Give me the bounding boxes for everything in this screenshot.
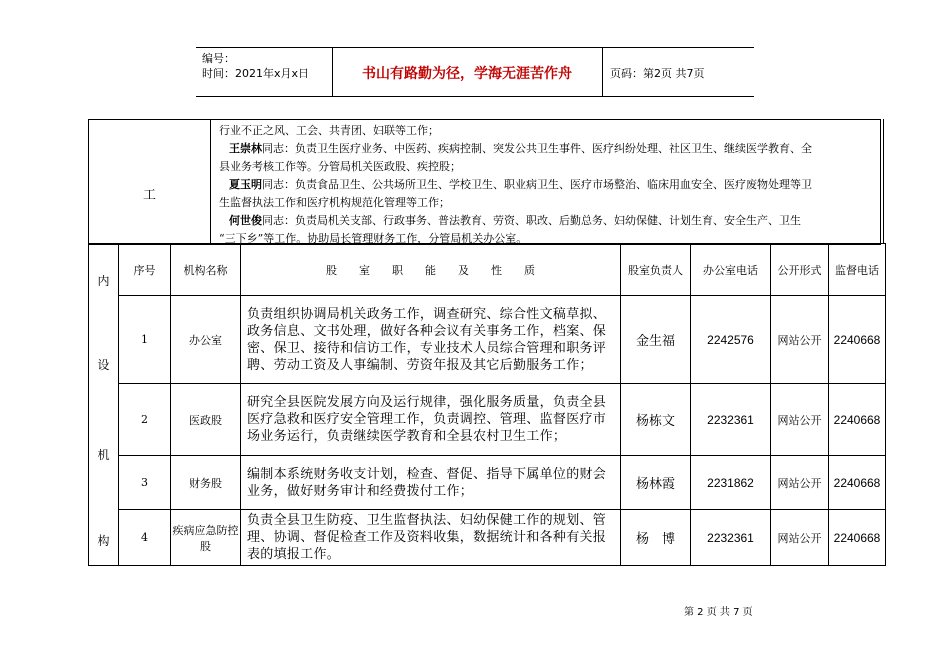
header-org: 机构名称 <box>171 244 241 296</box>
row-seq: 3 <box>119 456 171 510</box>
row-seq: 2 <box>119 384 171 456</box>
table-row <box>89 384 886 456</box>
side-char: 内 <box>97 274 110 288</box>
number-label: 编号： <box>202 52 235 65</box>
section-divider <box>210 120 211 244</box>
row-phone: 2232361 <box>691 510 771 566</box>
person-name: 夏玉明 <box>229 178 262 191</box>
page-info: 页码：第2页 共7页 <box>610 67 705 80</box>
division-line: 行业不正之风、工会、共青团、妇联等工作； <box>219 124 439 137</box>
row-org: 财务股 <box>171 456 241 510</box>
page-footer: 第 2 页 共 7 页 <box>684 607 753 618</box>
division-line: 夏玉明同志：负责食品卫生、公共场所卫生、学校卫生、职业病卫生、医疗市场整治、临床用血安全、医疗废物处理等卫 <box>229 178 812 191</box>
row-head: 杨 博 <box>621 510 691 566</box>
header-meta <box>202 51 309 81</box>
row-org: 疾病应急防控股 <box>171 510 241 566</box>
internal-org-table <box>88 243 886 566</box>
work-division-text <box>219 122 875 248</box>
row-seq: 1 <box>119 296 171 384</box>
section-side-label: 工 <box>142 188 156 203</box>
motto: 书山有路勤为径，学海无涯苦作舟 <box>362 66 572 82</box>
table-row <box>89 456 886 510</box>
row-org: 医政股 <box>171 384 241 456</box>
row-head: 杨栋文 <box>621 384 691 456</box>
table-header-row <box>89 244 886 296</box>
header-phone: 办公室电话 <box>691 244 771 296</box>
row-public: 网站公开 <box>771 510 829 566</box>
work-division-section <box>88 119 881 245</box>
row-public: 网站公开 <box>771 456 829 510</box>
row-head: 杨林霞 <box>621 456 691 510</box>
row-duty: 负责全县卫生防疫、卫生监督执法、妇幼保健工作的规划、管理、协调、督促检查工作及资料收集，数据统计和各种有关报表的填报工作。 <box>241 510 621 566</box>
table-right-border <box>883 119 884 243</box>
row-phone: 2242576 <box>691 296 771 384</box>
header-head: 股室负责人 <box>621 244 691 296</box>
row-super: 2240668 <box>829 510 886 566</box>
division-line: “三下乡”等工作。协助局长管理财务工作，分管局机关办公室。 <box>219 232 528 245</box>
table-row <box>89 296 886 384</box>
header-seq: 序号 <box>119 244 171 296</box>
row-public: 网站公开 <box>771 296 829 384</box>
row-head: 金生福 <box>621 296 691 384</box>
side-label-cell <box>89 244 119 566</box>
person-name: 王崇林 <box>229 142 262 155</box>
person-name: 何世俊 <box>229 214 262 227</box>
side-char: 设 <box>97 358 110 372</box>
row-super: 2240668 <box>829 384 886 456</box>
header-public: 公开形式 <box>771 244 829 296</box>
division-line: 何世俊同志：负责局机关支部、行政事务、普法教育、劳资、职改、后勤总务、妇幼保健、计划生育、安全生产、卫生 <box>229 214 801 227</box>
row-super: 2240668 <box>829 456 886 510</box>
side-char: 机 <box>97 448 110 462</box>
row-phone: 2231862 <box>691 456 771 510</box>
table-row <box>89 510 886 566</box>
row-org: 办公室 <box>171 296 241 384</box>
row-seq: 4 <box>119 510 171 566</box>
page-header <box>196 47 754 97</box>
row-super: 2240668 <box>829 296 886 384</box>
row-duty: 编制本系统财务收支计划，检查、督促、指导下属单位的财会业务，做好财务审计和经费拨付工作； <box>241 456 621 510</box>
time-label: 时间：2021年x月x日 <box>202 67 310 80</box>
division-line: 生监督执法工作和医疗机构规范化管理等工作； <box>219 196 450 209</box>
row-duty: 研究全县医院发展方向及运行规律，强化服务质量，负责全县医疗急救和医疗安全管理工作，负责调控、管理、监督医疗市场业务运行，负责继续医学教育和全县农村卫生工作； <box>241 384 621 456</box>
row-public: 网站公开 <box>771 384 829 456</box>
division-line: 王崇林同志：负责卫生医疗业务、中医药、疾病控制、突发公共卫生事件、医疗纠纷处理、社区卫生、继续医学教育、全 <box>229 142 812 155</box>
side-char: 构 <box>97 534 110 548</box>
header-duty: 股 室 职 能 及 性 质 <box>241 244 621 296</box>
division-line: 县业务考核工作等。分管局机关医政股、疾控股； <box>219 160 461 173</box>
row-phone: 2232361 <box>691 384 771 456</box>
header-divider-right <box>602 48 603 96</box>
row-duty: 负责组织协调局机关政务工作，调查研究、综合性文稿草拟、政务信息、文书处理，做好各种会议有关事务工作，档案、保密、保卫、接待和信访工作，专业技术人员综合管理和职务评聘、劳动工资及人事编制、劳资年报及其它后勤服务工作； <box>241 296 621 384</box>
header-super: 监督电话 <box>829 244 886 296</box>
